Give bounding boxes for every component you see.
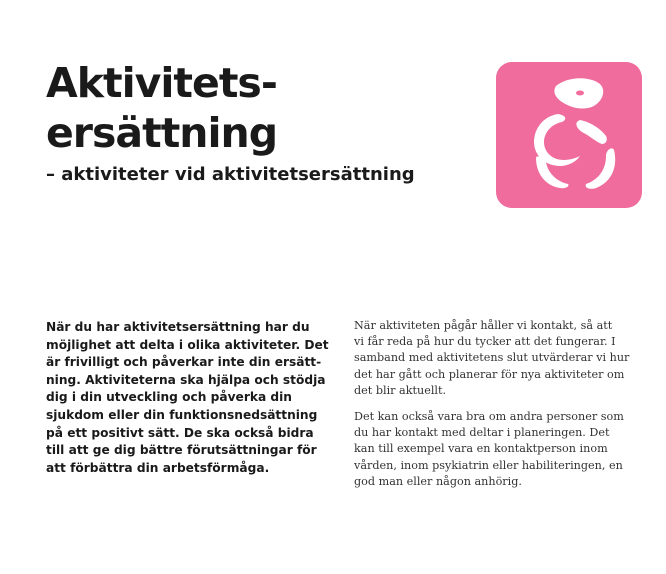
body-line: samband med aktivitetens slut utvärderar vi hur	[354, 351, 630, 365]
intro-line: att förbättra din arbetsförmåga.	[46, 460, 270, 475]
intro-line: möjlighet att delta i olika aktiviteter. Det	[46, 337, 329, 352]
intro-line: är frivilligt och påverkar inte din ersätt-	[46, 355, 322, 370]
intro-line: sjukdom eller din funktionsnedsättning	[46, 407, 318, 422]
wheelchair-person-icon	[496, 62, 642, 208]
intro-line: på ett positivt sätt. De ska också bidra	[46, 425, 314, 440]
title-line: ersättning	[46, 109, 278, 157]
intro-line: till att ge dig bättre förutsättningar för	[46, 443, 317, 458]
body-line: vi får reda på hur du tycker att det fungerar. I	[354, 335, 616, 349]
page-title	[46, 58, 277, 158]
intro-line: dig i din utveckling och påverka din	[46, 390, 292, 405]
body-line: det har gått och planerar för nya aktiviteter om	[354, 367, 625, 381]
body-paragraph-1	[354, 318, 654, 399]
body-line: kan till exempel vara en kontaktperson inom	[354, 442, 608, 456]
intro-line: ning. Aktiviteterna ska hjälpa och stödja	[46, 372, 326, 387]
title-line: Aktivitets-	[46, 59, 277, 107]
page-subtitle: – aktiviteter vid aktivitetsersättning	[46, 164, 415, 185]
body-line: vården, inom psykiatrin eller habiliteringen, en	[354, 458, 623, 472]
wheelchair-person-logo	[496, 62, 642, 208]
eye-icon	[576, 91, 584, 96]
body-paragraph-2	[354, 409, 654, 490]
intro-paragraph	[46, 319, 336, 477]
body-line: det blir aktuellt.	[354, 383, 447, 397]
body-line: När aktiviteten pågår håller vi kontakt, så att	[354, 319, 613, 332]
body-line: du har kontakt med deltar i planeringen. Det	[354, 426, 610, 440]
intro-line: När du har aktivitetsersättning har du	[46, 320, 310, 334]
body-line: god man eller någon anhörig.	[354, 474, 522, 488]
body-column	[354, 318, 654, 500]
body-line: Det kan också vara bra om andra personer som	[354, 410, 624, 424]
